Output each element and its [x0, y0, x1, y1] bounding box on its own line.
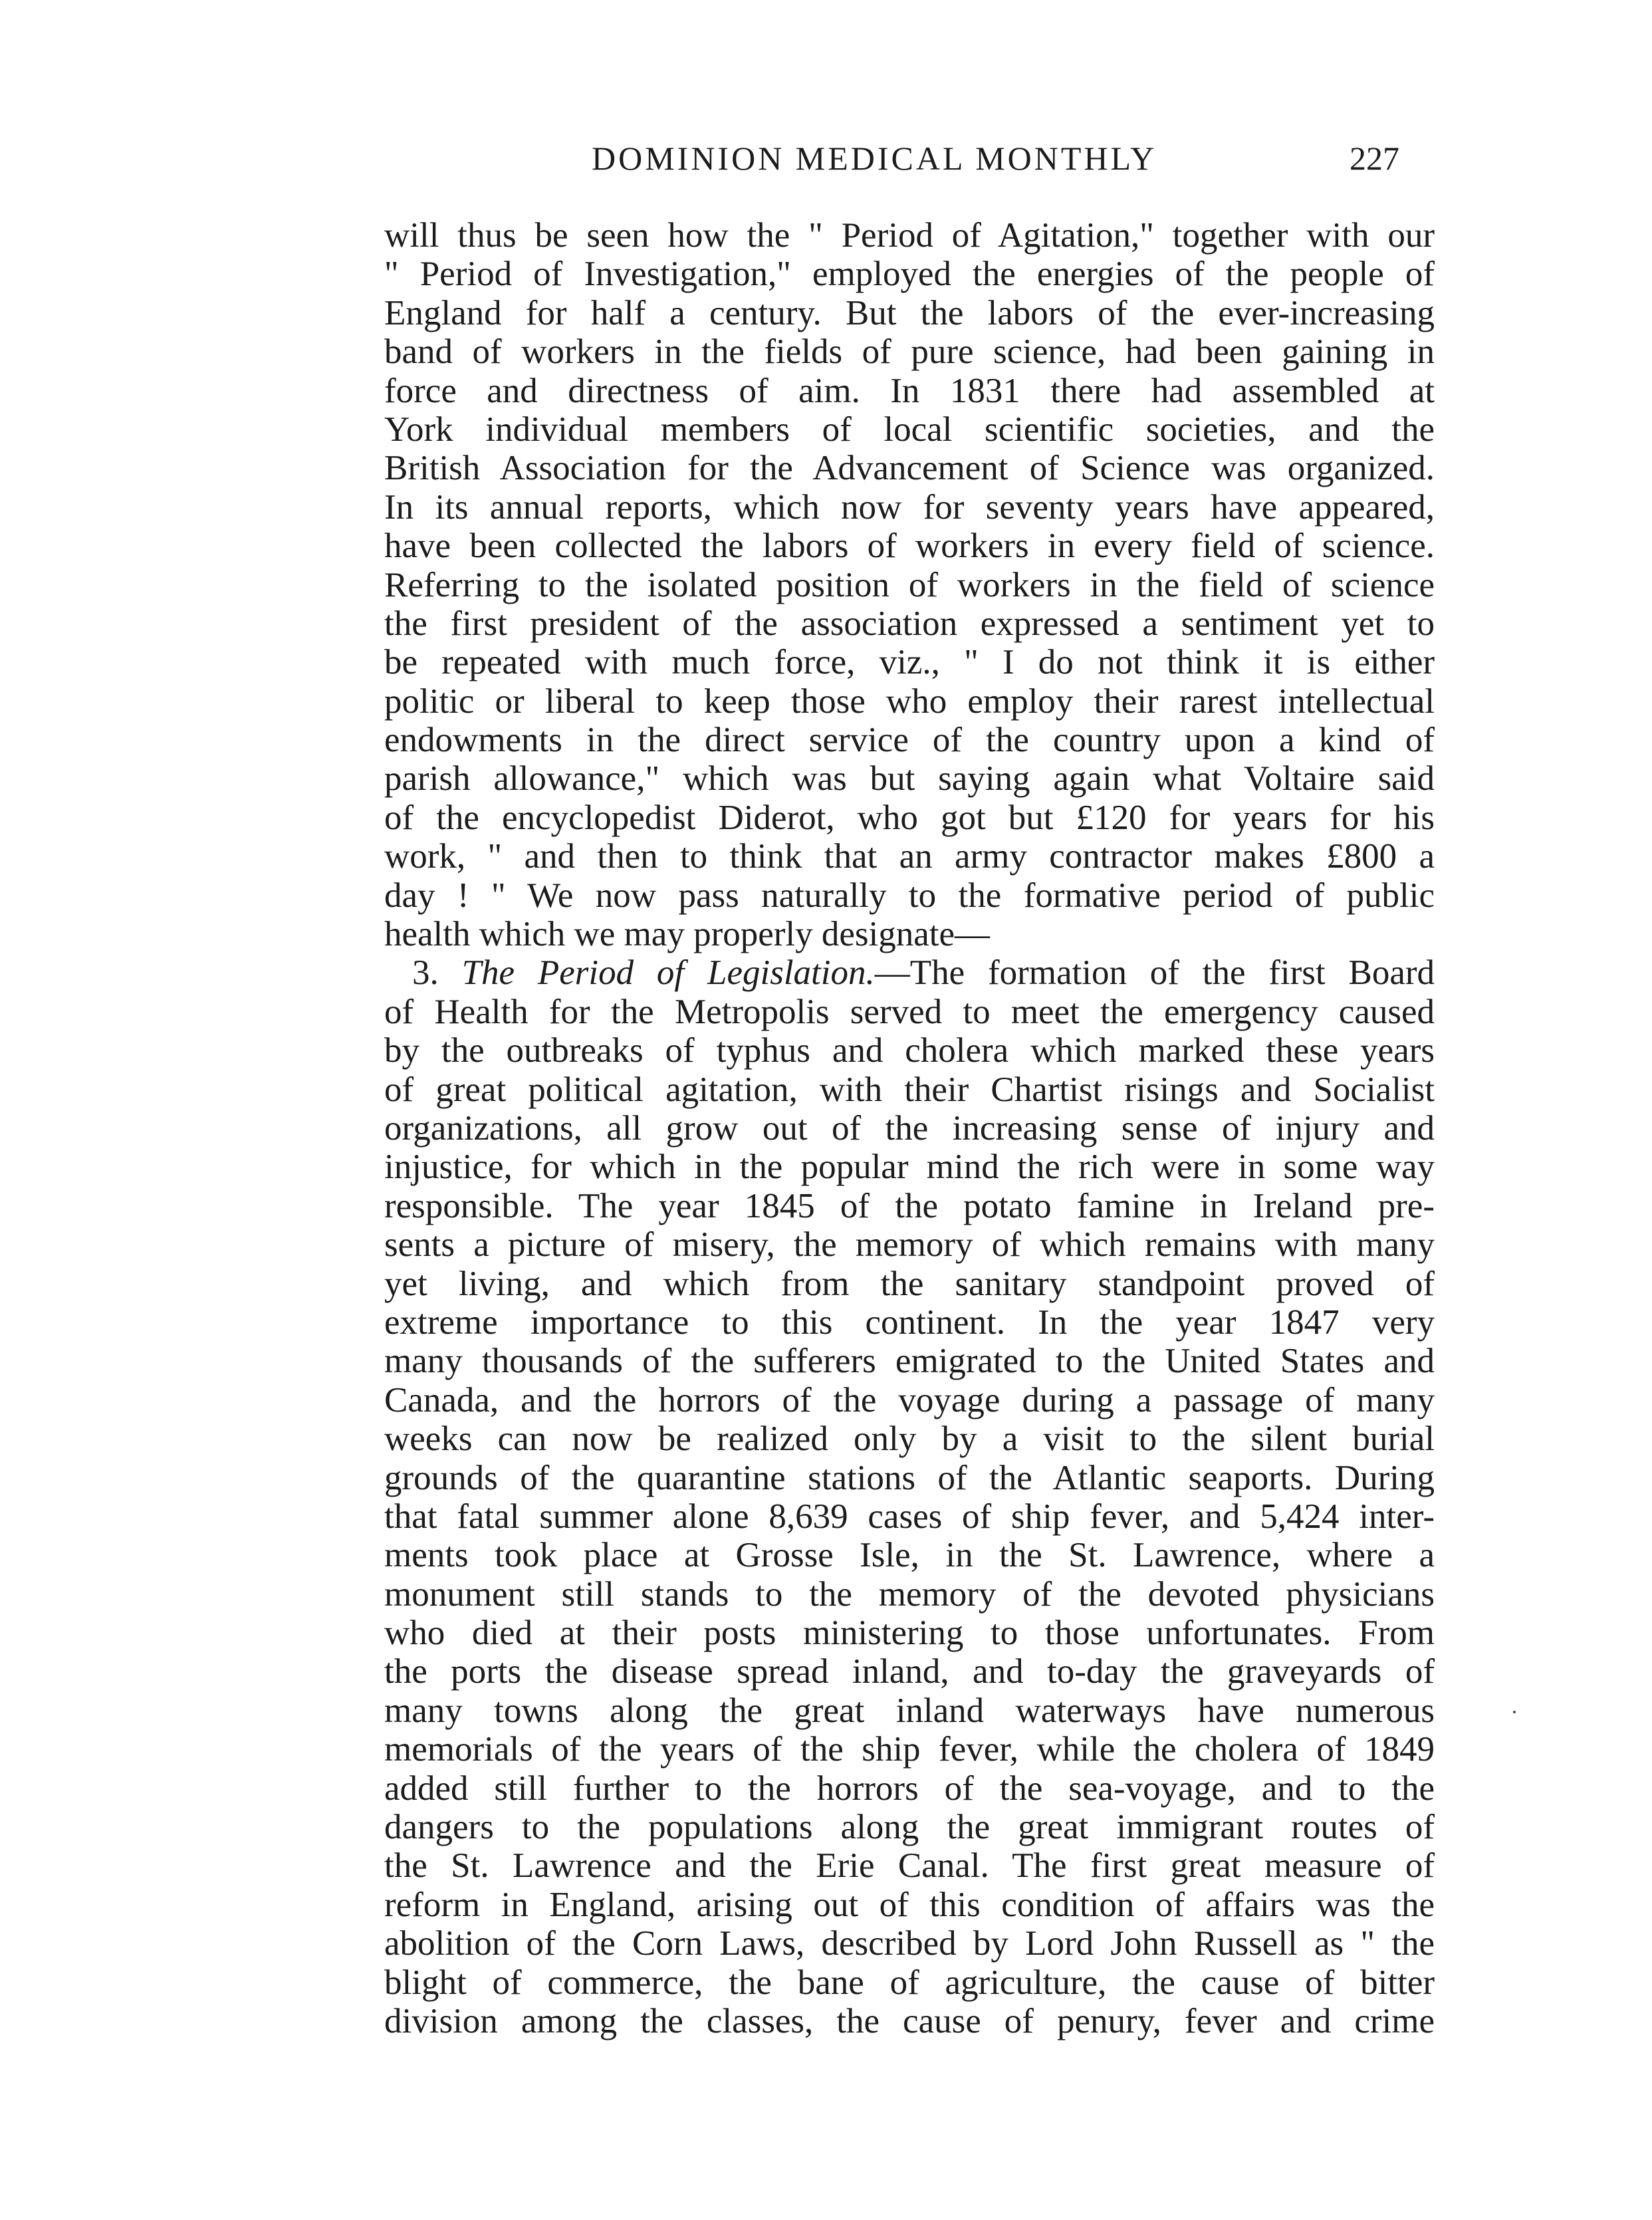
text-line: Referring to the isolated position of workers in the field of science	[384, 565, 1435, 604]
text-line: yet living, and which from the sanitary standpoint proved of	[384, 1264, 1435, 1303]
paragraph-continued	[384, 216, 1435, 953]
text-line: force and directness of aim. In 1831 there had assembled at	[384, 371, 1435, 410]
text-line: of great political agitation, with their Chartist risings and Socialist	[384, 1070, 1435, 1109]
text-line: health which we may properly designate—	[384, 915, 991, 954]
text-line: British Association for the Advancement of Science was organized.	[384, 449, 1435, 488]
text-line: blight of commerce, the bane of agriculture, the cause of bitter	[384, 1963, 1435, 2002]
text-line: band of workers in the fields of pure science, had been gaining in	[384, 332, 1435, 372]
text-line: the first president of the association expressed a sentiment yet to	[384, 604, 1435, 643]
text-line: many thousands of the sufferers emigrated to the United States and	[384, 1342, 1435, 1381]
text-line: work, " and then to think that an army contractor makes £800 a	[384, 837, 1435, 876]
section-number: 3.	[412, 953, 439, 993]
text-line: many towns along the great inland waterways have numerous	[384, 1691, 1435, 1730]
text-line: reform in England, arising out of this condition of affairs was the	[384, 1885, 1435, 1924]
text-line: by the outbreaks of typhus and cholera which marked these years	[384, 1031, 1435, 1070]
text-line: Canada, and the horrors of the voyage during a passage of many	[384, 1380, 1435, 1419]
text-line: who died at their posts ministering to those unfortunates. From	[384, 1614, 1435, 1653]
paragraph-legislation	[384, 993, 1435, 2041]
page-number: 227	[1350, 140, 1399, 177]
text-line: organizations, all grow out of the increasing sense of injury and	[384, 1108, 1435, 1148]
margin-speck	[1513, 1711, 1516, 1713]
text-line: that fatal summer alone 8,639 cases of ship fever, and 5,424 inter-	[384, 1497, 1435, 1536]
journal-title: DOMINION MEDICAL MONTHLY	[592, 140, 1157, 177]
text-line: politic or liberal to keep those who employ their rarest intellectual	[384, 681, 1435, 721]
text-line: weeks can now be realized only by a visit to the silent burial	[384, 1419, 1435, 1459]
text-line: have been collected the labors of workers in every field of science.	[384, 527, 1435, 566]
text-line: day ! " We now pass naturally to the formative period of public	[384, 876, 1435, 915]
running-head	[592, 138, 1399, 178]
text-line: endowments in the direct service of the country upon a kind of	[384, 721, 1435, 760]
text-line: of the encyclopedist Diderot, who got but £120 for years for his	[384, 798, 1435, 837]
text-line: England for half a century. But the labors of the ever-increasing	[384, 293, 1435, 332]
text-line: be repeated with much force, viz., " I do not think it is either	[384, 643, 1435, 682]
body-text	[384, 216, 1435, 2040]
text-line: injustice, for which in the popular mind the rich were in some way	[384, 1148, 1435, 1187]
text-line: added still further to the horrors of the sea-voyage, and to the	[384, 1769, 1435, 1808]
section-first-line: —The formation of the first Board	[874, 953, 1435, 993]
text-line: of Health for the Metropolis served to meet the emergency caused	[384, 992, 1435, 1031]
text-line: grounds of the quarantine stations of the Atlantic seaports. During	[384, 1458, 1435, 1497]
text-line: parish allowance," which was but saying again what Voltaire said	[384, 759, 1435, 799]
text-line: dangers to the populations along the great immigrant routes of	[384, 1808, 1435, 1847]
text-line: abolition of the Corn Laws, described by Lord John Russell as " the	[384, 1924, 1435, 1963]
text-line: the St. Lawrence and the Erie Canal. The first great measure of	[384, 1846, 1435, 1886]
text-line: memorials of the years of the ship fever, while the cholera of 1849	[384, 1730, 1435, 1769]
text-line: the ports the disease spread inland, and to-day the graveyards of	[384, 1652, 1435, 1691]
text-line: sents a picture of misery, the memory of which remains with many	[384, 1225, 1435, 1265]
text-line: responsible. The year 1845 of the potato famine in Ireland pre-	[384, 1186, 1435, 1225]
text-line: In its annual reports, which now for seventy years have appeared,	[384, 487, 1435, 527]
section-heading-line	[384, 953, 1435, 992]
text-line: will thus be seen how the " Period of Agitation," together with our	[384, 216, 1435, 255]
text-line: ments took place at Grosse Isle, in the St. Lawrence, where a	[384, 1536, 1435, 1575]
text-line: extreme importance to this continent. In the year 1847 very	[384, 1302, 1435, 1342]
text-line: " Period of Investigation," employed the energies of the people of	[384, 255, 1435, 294]
text-line: division among the classes, the cause of penury, fever and crime	[384, 2001, 1435, 2040]
text-line: monument still stands to the memory of the devoted physicians	[384, 1574, 1435, 1614]
section-title: The Period of Legislation.	[461, 953, 875, 993]
text-line: York individual members of local scientific societies, and the	[384, 410, 1435, 449]
